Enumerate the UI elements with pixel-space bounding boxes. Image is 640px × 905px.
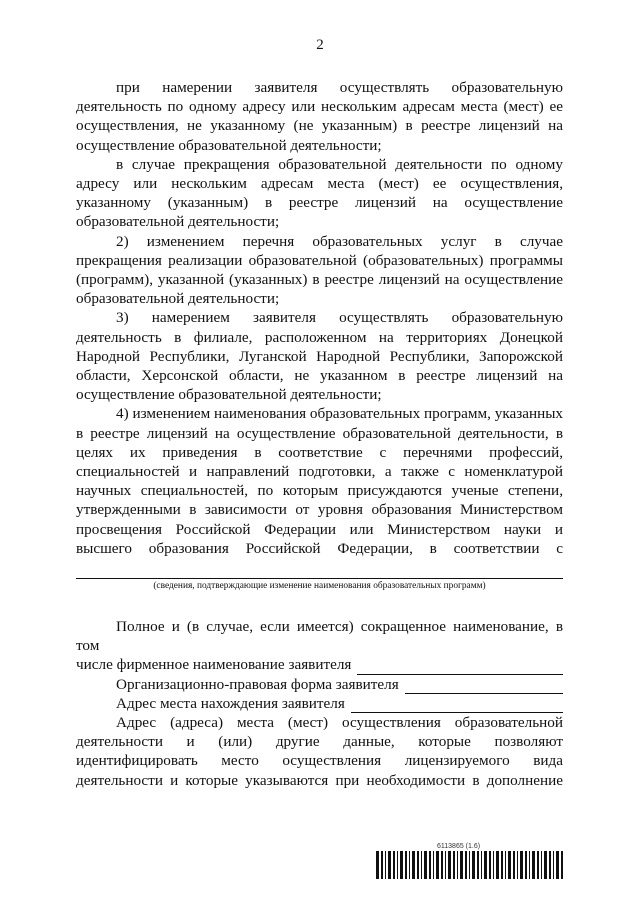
full-name-label-line1: Полное и (в случае, если имеется) сокращенное наименование, в том [76, 618, 563, 655]
legal-form-label: Организационно-правовая форма заявителя [116, 675, 399, 693]
location-row [76, 694, 563, 713]
activity-address-text: Адрес (адреса) места (мест) осуществления образовательной деятельности и (или) другие данные, которые позволяют идентифицировать место осуществления лицензируемого вида деятельности и которые указываются при необходимости в дополнение [76, 714, 563, 789]
paragraph-5: 4) изменением наименования образовательных программ, указанных в реестре лицензий на осуществление образовательной деятельности, в целях их приведения в соответствие с перечнями профессий, специальностей и направлений подготовки, а также с номенклатурой научных специальностей, по которым присуждаются ученые степени, утвержденными в зависимости от уровня образования Министерством просвещения Российской Федерации или Министерством науки и высшего образования Российской Федерации, в соответствии с [76, 405, 563, 557]
fill-in-rule [76, 578, 563, 579]
body-text [76, 78, 563, 558]
paragraph-4: 3) намерением заявителя осуществлять образовательную деятельность в филиале, расположенном на территориях Донецкой Народной Республики, Луганской Народной Республики, Запорожской области, Херсонской области, не указанном в реестре лицензий на осуществление образовательной деятельности; [76, 309, 563, 404]
paragraph-1: при намерении заявителя осуществлять образовательную деятельность по одному адресу или нескольким адресам места (мест) ее осуществления, не указанному (не указанным) в реестре лицензий на осуществление образовательной деятельности; [76, 79, 563, 154]
paragraph-3: 2) изменением перечня образовательных услуг в случае прекращения реализации образовательной (образовательных) программы (программ), указанной (указанных) в реестре лицензий на осуществление образовательной деятельности; [76, 232, 563, 308]
location-label: Адрес места нахождения заявителя [116, 694, 345, 712]
full-name-row [76, 655, 563, 674]
barcode-icon [376, 851, 565, 879]
paragraph-2: в случае прекращения образовательной деятельности по одному адресу или нескольким адресам места (мест) ее осуществления, указанному (указанным) в реестре лицензий на осуществление образовательной деятельности; [76, 155, 563, 231]
document-code: 6113865 (1.6) [437, 843, 481, 850]
legal-form-row [76, 675, 563, 694]
full-name-label-line2: числе фирменное наименование заявителя [76, 656, 352, 674]
page-number: 2 [316, 37, 324, 53]
rule-caption: (сведения, подтверждающие изменение наименования образовательных программ) [153, 581, 486, 591]
full-name-fill-line[interactable] [357, 660, 563, 675]
applicant-form [76, 617, 563, 790]
location-fill-line[interactable] [351, 698, 563, 713]
legal-form-fill-line[interactable] [405, 679, 563, 694]
